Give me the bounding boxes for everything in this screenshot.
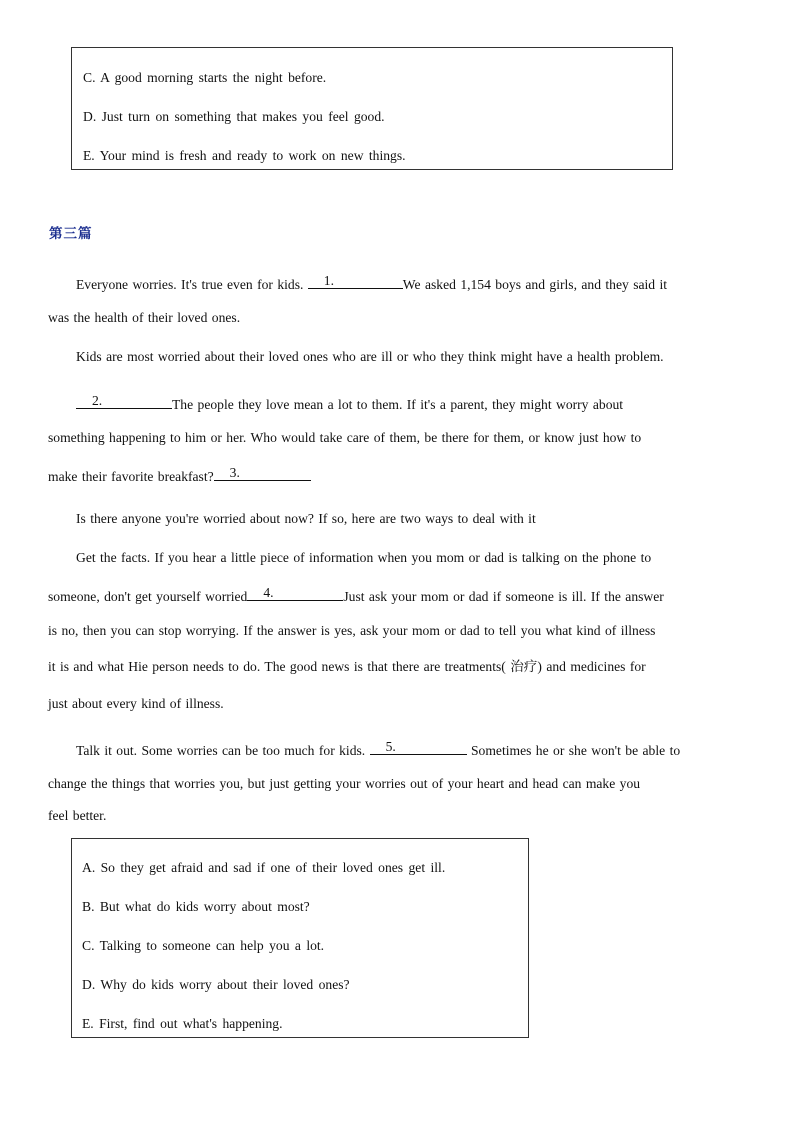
option-c: C. Talking to someone can help you a lot. <box>82 938 325 953</box>
blank-4: 4. <box>247 584 343 601</box>
passage-line: make their favorite breakfast? 3. <box>48 464 311 487</box>
option-c: C. A good morning starts the night before. <box>83 70 327 85</box>
blank-1: 1. <box>308 272 403 289</box>
passage-line: it is and what Hie person needs to do. The good news is that there are treatments( 治疗) and medicines for <box>48 659 646 674</box>
blank-3: 3. <box>214 464 311 481</box>
passage-line: change the things that worries you, but just getting your worries out of your heart and head can make you <box>48 776 641 791</box>
options-box-bottom <box>71 838 529 1038</box>
options-box-top <box>71 47 673 170</box>
option-b: B. But what do kids worry about most? <box>82 899 310 914</box>
blank-2: 2. <box>76 392 172 409</box>
passage-line: Talk it out. Some worries can be too much for kids. 5. Sometimes he or she won't be able to <box>76 739 681 758</box>
passage-line: Everyone worries. It's true even for kids. 1. We asked 1,154 boys and girls, and they said it <box>76 273 668 292</box>
passage-line: Get the facts. If you hear a little piece of information when you mom or dad is talking on the phone to <box>76 550 652 565</box>
option-e: E. First, find out what's happening. <box>82 1016 283 1031</box>
passage-line: someone, don't get yourself worried 4. Just ask your mom or dad if someone is ill. If the answer <box>48 585 664 604</box>
passage-line: Kids are most worried about their loved ones who are ill or who they think might have a health problem. <box>76 349 664 364</box>
passage-line: something happening to him or her. Who would take care of them, be there for them, or know just how to <box>48 430 642 445</box>
option-d: D. Just turn on something that makes you feel good. <box>83 109 385 124</box>
option-e: E. Your mind is fresh and ready to work on new things. <box>83 148 406 163</box>
passage-line: is no, then you can stop worrying. If the answer is yes, ask your mom or dad to tell you what kind of illness <box>48 623 656 638</box>
passage-line: was the health of their loved ones. <box>48 310 241 325</box>
passage-line: 2. The people they love mean a lot to them. If it's a parent, they might worry about <box>76 392 623 415</box>
passage-line: feel better. <box>48 808 107 823</box>
passage-line: just about every kind of illness. <box>48 696 224 711</box>
passage-line: Is there anyone you're worried about now? If so, here are two ways to deal with it <box>76 511 536 526</box>
blank-5: 5. <box>370 738 467 755</box>
section-title: 第三篇 <box>49 226 93 242</box>
option-a: A. So they get afraid and sad if one of their loved ones get ill. <box>82 860 446 875</box>
option-d: D. Why do kids worry about their loved ones? <box>82 977 350 992</box>
